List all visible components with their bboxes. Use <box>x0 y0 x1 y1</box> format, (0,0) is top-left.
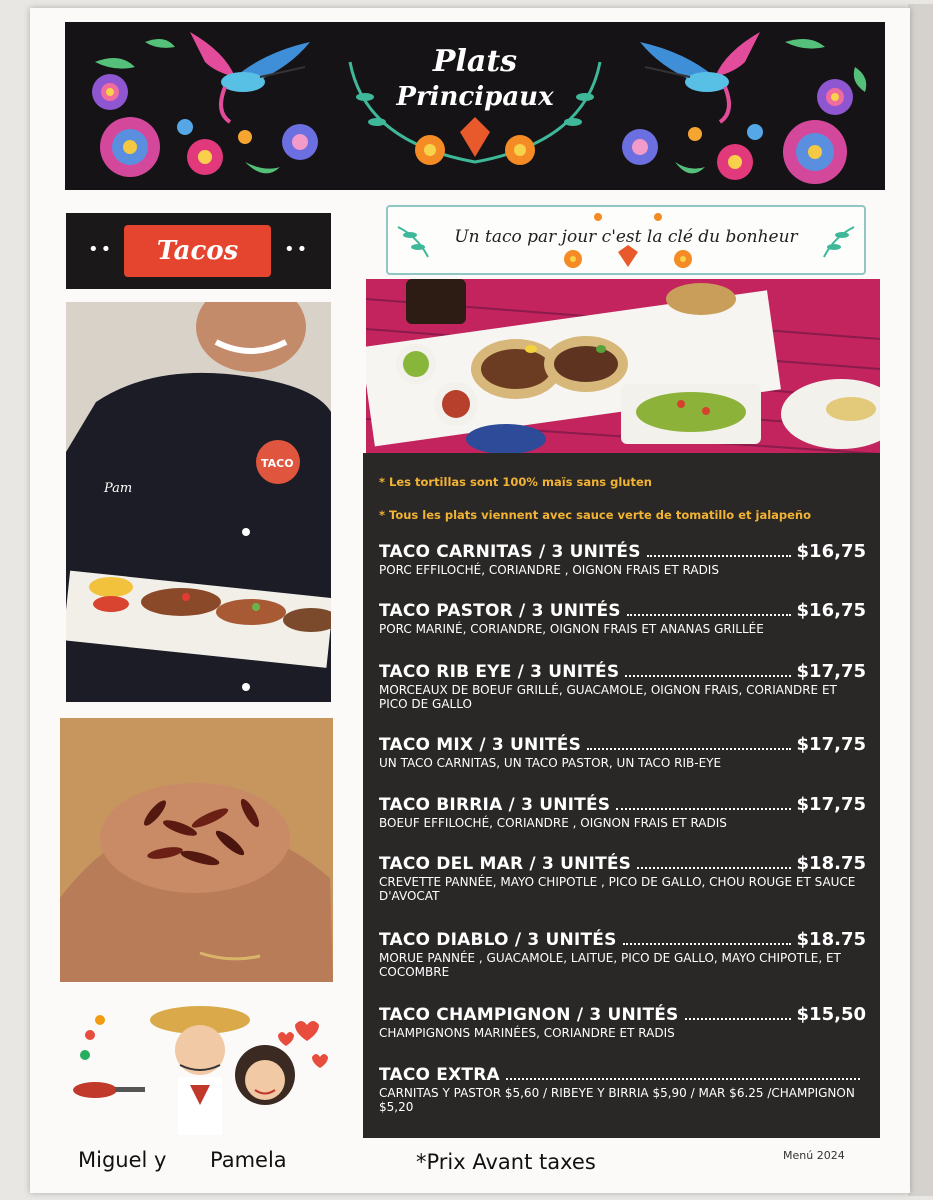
menu-item <box>379 853 866 903</box>
dotted-leader <box>625 675 790 677</box>
tacos-section-header <box>66 213 331 289</box>
signature-miguel: Miguel y <box>78 1148 167 1172</box>
item-price: $15,50 <box>796 1004 866 1025</box>
dotted-leader <box>637 867 790 869</box>
hummingbird-right-icon <box>640 32 760 122</box>
item-price: $17,75 <box>796 734 866 755</box>
dots-right-icon: •• <box>284 239 310 260</box>
item-description: PORC MARINÉ, CORIANDRE, OIGNON FRAIS ET ANANAS GRILLÉE <box>379 622 764 636</box>
menu-item <box>379 1065 866 1114</box>
dotted-leader <box>647 555 791 557</box>
item-price: $17,75 <box>796 794 866 815</box>
chiles-illustration <box>60 718 333 982</box>
item-price: $18.75 <box>796 929 866 950</box>
menu-item <box>379 600 866 636</box>
item-name: TACO BIRRIA / 3 UNITÉS <box>379 795 611 815</box>
item-description: BOEUF EFFILOCHÉ, CORIANDRE , OIGNON FRAIS ET RADIS <box>379 816 727 830</box>
price-note: *Prix Avant taxes <box>416 1150 596 1174</box>
item-price: $16,75 <box>796 541 866 562</box>
item-price: $18.75 <box>796 853 866 874</box>
heart-icon <box>295 1021 319 1041</box>
heart-icon <box>278 1032 294 1046</box>
item-name: TACO CARNITAS / 3 UNITÉS <box>379 542 641 562</box>
tacos-menu-board <box>363 453 880 1138</box>
signature-pamela: Pamela <box>210 1148 287 1172</box>
dotted-leader <box>587 748 791 750</box>
item-name: TACO DIABLO / 3 UNITÉS <box>379 930 617 950</box>
item-description: UN TACO CARNITAS, UN TACO PASTOR, UN TACO RIB-EYE <box>379 756 722 770</box>
item-price: $16,75 <box>796 600 866 621</box>
menu-item <box>379 1004 866 1040</box>
tacos-plate-illustration <box>366 279 880 454</box>
dotted-leader <box>685 1018 791 1020</box>
header-banner <box>65 22 885 190</box>
item-name: TACO DEL MAR / 3 UNITÉS <box>379 854 632 874</box>
motto-text: Un taco par jour c'est la clé du bonheur <box>454 227 798 247</box>
menu-item <box>379 541 866 577</box>
couple-cartoon <box>60 995 335 1135</box>
menu-year: Menú 2024 <box>783 1149 845 1162</box>
item-name: TACO EXTRA <box>379 1065 500 1085</box>
dotted-leader <box>627 614 791 616</box>
item-name: TACO MIX / 3 UNITÉS <box>379 735 582 755</box>
chef-illustration <box>66 302 331 702</box>
chef-photo <box>66 302 331 702</box>
motto-box <box>386 205 866 275</box>
tacos-plate-photo <box>366 279 880 454</box>
page-edge <box>908 4 933 1196</box>
item-name: TACO CHAMPIGNON / 3 UNITÉS <box>379 1005 679 1025</box>
heart-icon <box>312 1054 328 1068</box>
banner-title <box>330 34 620 184</box>
tacos-label: Tacos <box>124 225 271 277</box>
logo-badge-text: TACO <box>261 457 294 470</box>
item-description: PORC EFFILOCHÉ, CORIANDRE , OIGNON FRAIS ET RADIS <box>379 563 719 577</box>
item-price: $17,75 <box>796 661 866 682</box>
menu-item <box>379 929 866 979</box>
item-name: TACO RIB EYE / 3 UNITÉS <box>379 662 620 682</box>
dotted-leader <box>616 808 790 810</box>
item-description: MORUE PANNÉE , GUACAMOLE, LAITUE, PICO DE GALLO, MAYO CHIPOTLE, ET COCOMBRE <box>379 951 841 979</box>
menu-item <box>379 794 866 830</box>
dotted-leader <box>623 943 791 945</box>
dotted-leader <box>506 1078 860 1080</box>
item-description: MORCEAUX DE BOEUF GRILLÉ, GUACAMOLE, OIGNON FRAIS, CORIANDRE ET PICO DE GALLO <box>379 683 837 711</box>
couple-cartoon-illustration <box>60 995 335 1135</box>
banner-title-line2: Principaux <box>396 82 554 112</box>
item-name: TACO PASTOR / 3 UNITÉS <box>379 601 621 621</box>
menu-item <box>379 734 866 770</box>
note-sauce: * Tous les plats viennent avec sauce verte de tomatillo et jalapeño <box>379 508 812 522</box>
menu-item <box>379 661 866 711</box>
item-description: CARNITAS Y PASTOR $5,60 / RIBEYE Y BIRRIA $5,90 / MAR $6.25 /CHAMPIGNON $5,20 <box>379 1086 855 1114</box>
hummingbird-left-icon <box>190 32 310 122</box>
dots-left-icon: •• <box>88 239 114 260</box>
item-description: CHAMPIGNONS MARINÉES, CORIANDRE ET RADIS <box>379 1026 675 1040</box>
note-gluten: * Les tortillas sont 100% maïs sans gluten <box>379 475 652 489</box>
item-description: CREVETTE PANNÉE, MAYO CHIPOTLE , PICO DE GALLO, CHOU ROUGE ET SAUCE D'AVOCAT <box>379 875 856 903</box>
banner-title-line1: Plats <box>432 44 518 79</box>
chiles-photo <box>60 718 333 982</box>
name-tag-text: Pam <box>104 481 133 496</box>
